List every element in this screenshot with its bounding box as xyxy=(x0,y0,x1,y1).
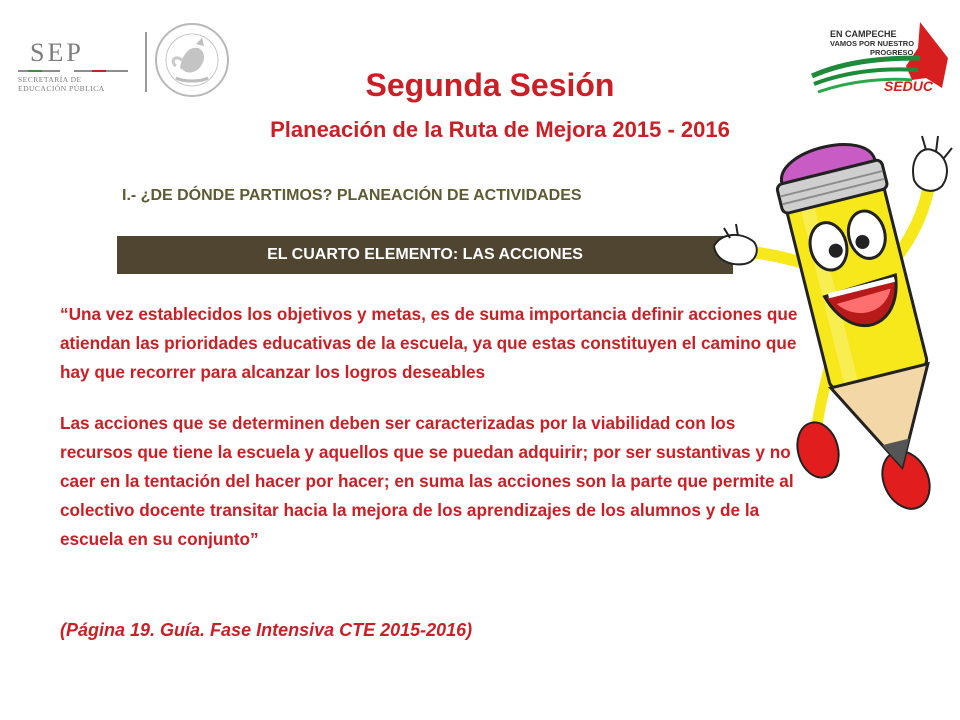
quote-paragraph-2: Las acciones que se determinen deben ser caracterizadas por la viabilidad con los recursos que tiene la escuela y aquellos que se puedan adquirir; por ser sustantivas y no caer en la tentación del hacer por hacer; en suma las acciones son la parte que permite al colectivo docente transitar hacia la mejora de los aprendizajes de los alumnos y de la escuela en su conjunto” xyxy=(60,413,794,549)
logo-divider xyxy=(145,32,147,92)
banner-cuarto-elemento: EL CUARTO ELEMENTO: LAS ACCIONES xyxy=(117,236,733,274)
pencil-mascot-icon xyxy=(700,120,960,520)
campeche-line1: EN CAMPECHE xyxy=(830,29,897,39)
sep-logo-stripe xyxy=(18,70,128,72)
quote-paragraph-1: “Una vez establecidos los objetivos y metas, es de suma importancia definir acciones que atiendan las prioridades educativas de la escuela, ya que estas constituyen el camino que hay que recorrer para alcanzar los logros deseables xyxy=(60,304,798,382)
sep-logo-subtitle-line2: EDUCACIÓN PÚBLICA xyxy=(18,84,105,93)
slide-title: Segunda Sesión xyxy=(365,67,615,103)
slide-subtitle: Planeación de la Ruta de Mejora 2015 - 2016 xyxy=(270,117,730,142)
sep-logo-subtitle xyxy=(18,75,148,93)
campeche-seduc-logo xyxy=(808,18,954,108)
sep-logo-subtitle-line1: SECRETARÍA DE xyxy=(18,75,82,84)
section-heading: I.- ¿DE DÓNDE PARTIMOS? PLANEACIÓN DE ACTIVIDADES xyxy=(122,187,582,204)
mexico-seal-icon xyxy=(152,20,232,100)
seduc-brand: SEDUC xyxy=(884,78,934,94)
citation: (Página 19. Guía. Fase Intensiva CTE 2015-2016) xyxy=(60,620,473,640)
sep-logo-word: SEP xyxy=(30,38,84,67)
campeche-line3: PROGRESO xyxy=(870,48,914,57)
campeche-line2: VAMOS POR NUESTRO xyxy=(830,39,915,48)
quote-block xyxy=(60,300,800,554)
sep-logo xyxy=(18,38,136,98)
